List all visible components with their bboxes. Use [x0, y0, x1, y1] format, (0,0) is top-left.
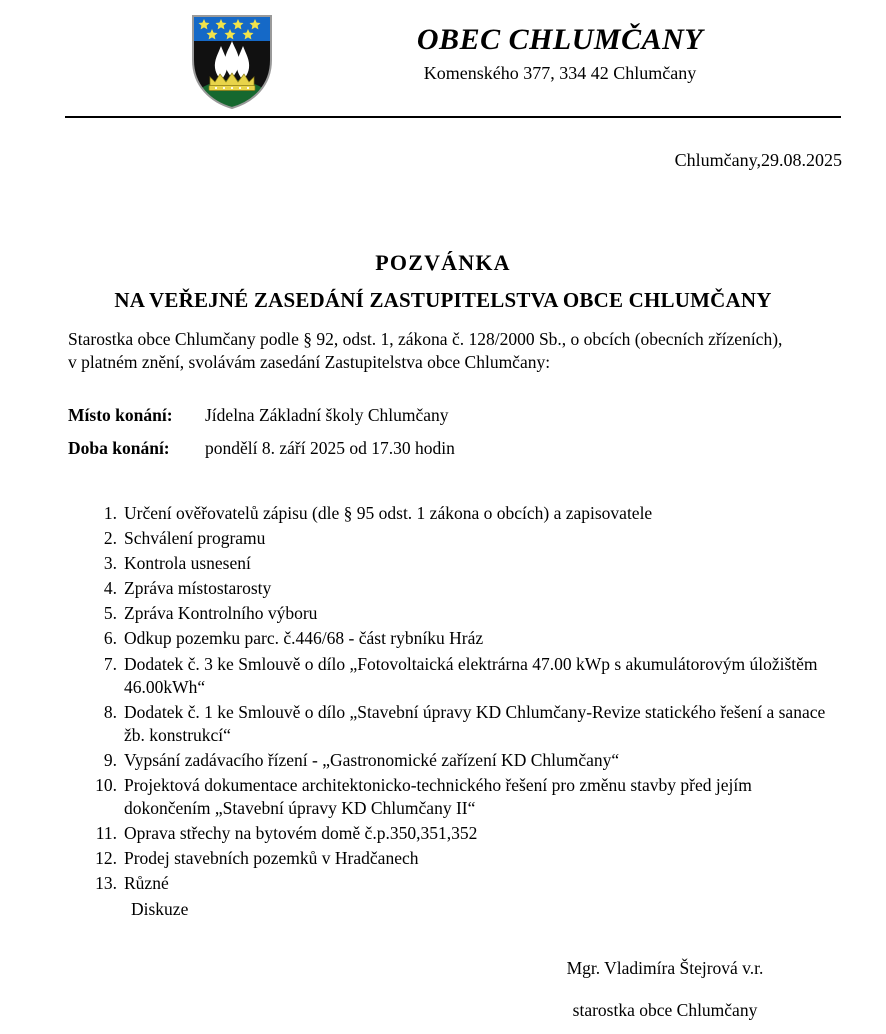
place-and-date: Chlumčany,29.08.2025: [674, 150, 842, 170]
letterhead: [0, 0, 886, 118]
intro-paragraph: [68, 328, 847, 374]
location-label: Místo konání:: [68, 405, 173, 425]
list-item: [88, 552, 828, 575]
list-item: [88, 602, 828, 625]
list-item-number: 5.: [103, 603, 117, 624]
organization-address: Komenského 377, 334 42 Chlumčany: [423, 63, 697, 84]
list-item: [88, 872, 828, 895]
list-item-text: Oprava střechy na bytovém domě č.p.350,351,352: [124, 823, 478, 844]
list-item: [88, 749, 828, 772]
list-item: [88, 847, 828, 870]
list-item: [88, 774, 828, 820]
list-item-number: 13.: [95, 873, 117, 894]
list-item-text: Projektová dokumentace architektonicko-technického řešení pro změnu stavby před jejím dokončením „Stavební úpravy KD Chlumčany II“: [124, 775, 752, 819]
agenda-trailing-item: Diskuze: [131, 898, 189, 919]
list-item-text: Různé: [124, 873, 169, 894]
signatory-role: starostka obce Chlumčany: [572, 1000, 758, 1020]
list-item: [88, 653, 828, 699]
list-item-text: Určení ověřovatelů zápisu (dle § 95 odst. 1 zákona o obcích) a zapisovatele: [124, 503, 653, 523]
list-item-number: 9.: [103, 749, 117, 770]
list-item-number: 4.: [103, 578, 117, 599]
list-item-number: 10.: [95, 775, 117, 796]
list-item-text: Zpráva místostarosty: [124, 578, 272, 599]
location-value: Jídelna Základní školy Chlumčany: [205, 405, 449, 425]
list-item-number: 8.: [103, 701, 117, 722]
list-item-number: 6.: [103, 628, 117, 649]
time-value: pondělí 8. září 2025 od 17.30 hodin: [205, 438, 455, 458]
list-item: [88, 527, 828, 550]
list-item-text: Dodatek č. 1 ke Smlouvě o dílo „Stavební úpravy KD Chlumčany-Revize statického řešení a sanace žb. konstrukcí“: [124, 701, 826, 745]
list-item-text: Zpráva Kontrolního výboru: [124, 603, 318, 624]
list-item-number: 12.: [95, 848, 117, 869]
list-item-text: Odkup pozemku parc. č.446/68 - část rybníku Hráz: [124, 628, 484, 649]
list-item-text: Dodatek č. 3 ke Smlouvě o dílo „Fotovoltaická elektrárna 47.00 kWp s akumulátorovým úložištěm 46.00kWh“: [124, 653, 818, 697]
page-subtitle: NA VEŘEJNÉ ZASEDÁNÍ ZASTUPITELSTVA OBCE CHLUMČANY: [114, 288, 772, 312]
intro-line-2: v platném znění, svolávám zasedání Zastupitelstva obce Chlumčany:: [68, 352, 551, 373]
list-item-number: 1.: [103, 503, 117, 523]
list-item-number: 3.: [103, 553, 117, 574]
intro-line-1: Starostka obce Chlumčany podle § 92, odst. 1, zákona č. 128/2000 Sb., o obcích (obecních zřízeních),: [68, 329, 783, 349]
list-item: [88, 701, 828, 747]
page-title: POZVÁNKA: [375, 250, 511, 275]
organization-block: [300, 22, 820, 86]
detail-row-location: [68, 405, 668, 426]
meeting-details: [68, 405, 668, 471]
signature-block: [520, 958, 810, 1021]
list-item: [88, 822, 828, 845]
detail-row-time: [68, 438, 668, 459]
list-item-text: Schválení programu: [124, 528, 266, 549]
agenda-list: [88, 502, 828, 923]
list-item-number: 11.: [95, 823, 117, 844]
list-item-text: Prodej stavebních pozemků v Hradčanech: [124, 848, 419, 869]
header-divider: [65, 116, 841, 118]
list-item-text: Kontrola usnesení: [124, 553, 251, 574]
list-item: [88, 502, 828, 525]
coat-of-arms-icon: [190, 14, 274, 110]
time-label: Doba konání:: [68, 438, 170, 458]
list-item-number: 2.: [103, 528, 117, 549]
organization-name: OBEC CHLUMČANY: [416, 23, 704, 56]
list-item-text: Vypsání zadávacího řízení - „Gastronomické zařízení KD Chlumčany“: [124, 749, 620, 770]
list-item: [88, 577, 828, 600]
list-item-number: 7.: [103, 653, 117, 674]
list-item: [88, 627, 828, 650]
signatory-name: Mgr. Vladimíra Štejrová v.r.: [566, 958, 764, 978]
